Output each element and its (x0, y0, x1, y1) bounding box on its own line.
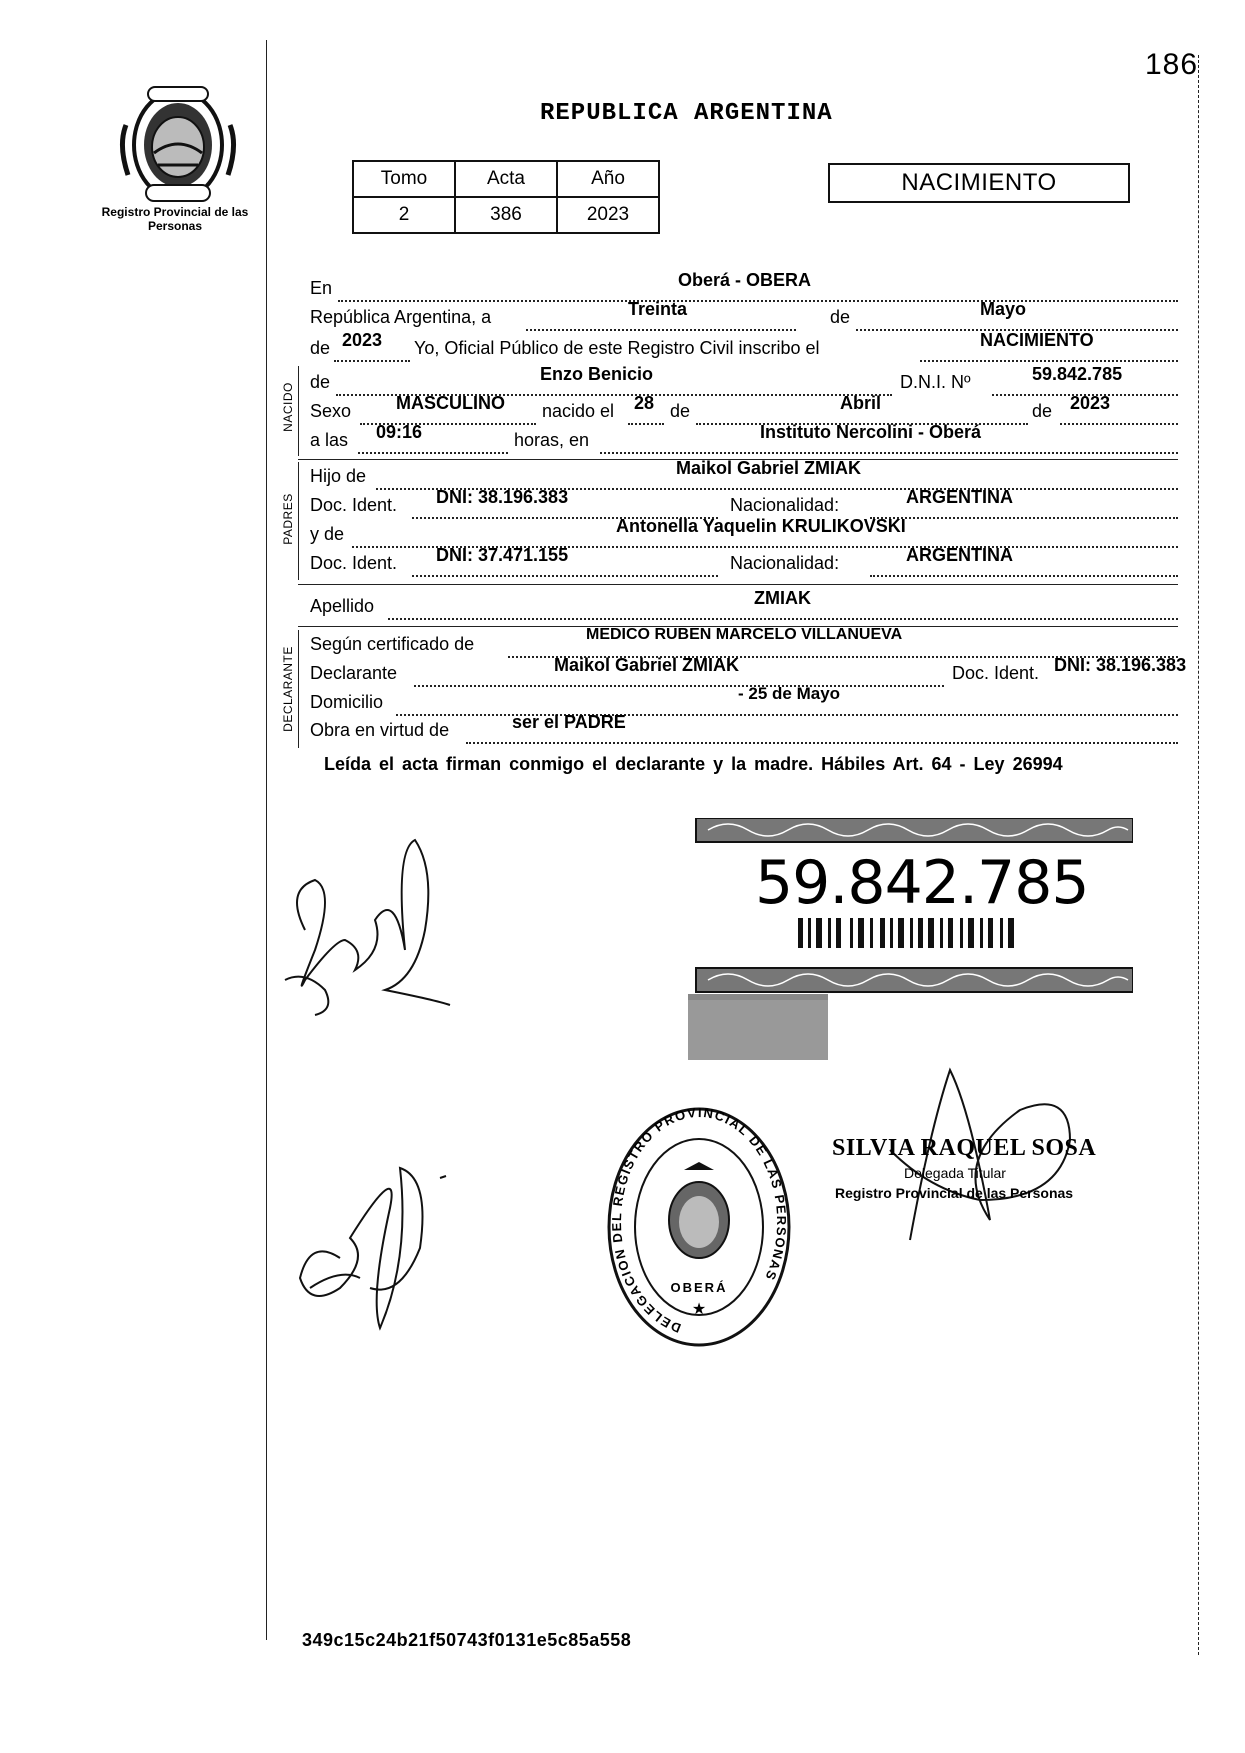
record-header-tomo: Tomo (353, 161, 455, 197)
sticker-date-stamp (688, 1000, 828, 1060)
official-name: SILVIA RAQUEL SOSA (832, 1135, 1097, 1161)
seal-city: OBERÁ (670, 1280, 728, 1295)
legal-note: Leída el acta firman conmigo el declarante y la madre. Hábiles Art. 64 - Ley 26994 (324, 754, 1063, 774)
label-yo-oficial: Yo, Oficial Público de este Registro Civil inscribo el (414, 338, 820, 358)
section-label-nacido: NACIDO (281, 382, 295, 432)
left-margin-line (266, 40, 267, 1640)
section-bar-padres (298, 462, 299, 580)
record-value-anio: 2023 (557, 197, 659, 233)
label-obra-en-virtud: Obra en virtud de (310, 720, 450, 740)
label-nacionalidad-padre: Nacionalidad: (730, 495, 840, 515)
value-declarante: Maikol Gabriel ZMIAK (554, 655, 740, 675)
label-apellido: Apellido (310, 596, 375, 616)
value-anio-registro: 2023 (342, 330, 383, 350)
row-sexo-nacimiento (310, 393, 1178, 427)
value-padre-dni: DNI: 38.196.383 (436, 487, 569, 507)
record-table (352, 160, 660, 234)
value-mes-nac: Abril (840, 393, 882, 413)
official-role: Delegada Titular (904, 1165, 1006, 1181)
mother-signature (280, 1138, 450, 1338)
value-mes-registro: Mayo (980, 299, 1027, 319)
row-lugar (310, 270, 1178, 304)
label-doc-ident-declarante: Doc. Ident. (952, 663, 1040, 683)
delegation-seal (604, 1102, 794, 1352)
label-domicilio: Domicilio (310, 692, 384, 712)
label-segun-certificado: Según certificado de (310, 634, 475, 654)
right-margin-line (1198, 55, 1199, 1655)
row-obra-virtud (310, 712, 1178, 746)
label-republica: República Argentina, a (310, 307, 492, 327)
act-type-box: NACIMIENTO (828, 163, 1130, 203)
label-y-de: y de (310, 524, 345, 544)
value-madre-dni: DNI: 37.471.155 (436, 545, 569, 565)
section-label-padres: PADRES (281, 493, 295, 545)
label-sexo: Sexo (310, 401, 352, 421)
value-nombre: Enzo Benicio (540, 364, 654, 384)
value-obra-virtud: ser el PADRE (512, 712, 626, 732)
label-doc-ident-padre: Doc. Ident. (310, 495, 398, 515)
value-sexo: MASCULINO (396, 393, 505, 413)
record-value-tomo: 2 (353, 197, 455, 233)
value-madre: Antonella Yaquelin KRULIKOVSKI (616, 516, 906, 536)
logo-caption: Registro Provincial de las Personas (101, 205, 249, 233)
value-dni: 59.842.785 (1032, 364, 1123, 384)
svg-text:★: ★ (691, 1299, 707, 1318)
section-rule-2 (298, 584, 1178, 585)
record-header-anio: Año (557, 161, 659, 197)
row-apellido (310, 588, 1178, 622)
value-padre-nac: ARGENTINA (906, 487, 1013, 507)
row-certificado (310, 626, 1178, 660)
label-a-las: a las (310, 430, 349, 450)
label-dni-no: D.N.I. Nº (900, 372, 971, 392)
value-lugar-nac: Instituto Nercolini - Oberá (760, 422, 982, 442)
label-de-mes-nac: de (670, 401, 691, 421)
label-de-anio-nac: de (1032, 401, 1053, 421)
label-hijo-de: Hijo de (310, 466, 367, 486)
value-domicilio: - 25 de Mayo (738, 684, 841, 703)
record-value-acta: 386 (455, 197, 557, 233)
value-certificado: MEDICO RUBEN MARCELO VILLANUEVA (586, 626, 903, 643)
value-dia-nac: 28 (634, 393, 655, 413)
sticker-number: 59.842.785 (755, 848, 1089, 918)
value-declarante-dni: DNI: 38.196.383 (1054, 655, 1187, 675)
label-doc-ident-madre: Doc. Ident. (310, 553, 398, 573)
row-tipo-registro (310, 330, 1178, 364)
value-dia-registro: Treinta (628, 299, 688, 319)
value-padre: Maikol Gabriel ZMIAK (676, 458, 862, 478)
seal-ring-text: DELEGACION DEL REGISTRO PROVINCIAL DE LAS PERSONAS (608, 1104, 790, 1336)
label-declarante: Declarante (310, 663, 398, 683)
label-horas-en: horas, en (514, 430, 590, 450)
value-lugar: Oberá - OBERA (678, 270, 812, 290)
label-de-nombre: de (310, 372, 331, 392)
province-coat-of-arms-logo (118, 85, 238, 205)
value-tipo: NACIMIENTO (980, 330, 1094, 350)
row-madre-doc (310, 545, 1178, 579)
section-bar-declarante (298, 630, 299, 748)
section-label-declarante: DECLARANTE (281, 646, 295, 732)
declarant-signature (275, 830, 455, 1020)
country-title: REPUBLICA ARGENTINA (540, 100, 833, 127)
page-number: 186 (1145, 48, 1199, 81)
official-office: Registro Provincial de las Personas (835, 1185, 1074, 1201)
label-de-anio: de (310, 338, 331, 358)
label-nacionalidad-madre: Nacionalidad: (730, 553, 840, 573)
label-en: En (310, 278, 333, 298)
row-hora-lugar (310, 422, 1178, 456)
label-nacido-el: nacido el (542, 401, 615, 421)
document-hash: 349c15c24b21f50743f0131e5c85a558 (302, 1630, 632, 1650)
value-apellido: ZMIAK (754, 588, 811, 608)
value-madre-nac: ARGENTINA (906, 545, 1013, 565)
record-header-acta: Acta (455, 161, 557, 197)
value-hora: 09:16 (376, 422, 423, 442)
label-de-mes: de (830, 307, 851, 327)
value-anio-nac: 2023 (1070, 393, 1111, 413)
row-domicilio (310, 684, 1178, 718)
section-bar-nacido (298, 366, 299, 456)
